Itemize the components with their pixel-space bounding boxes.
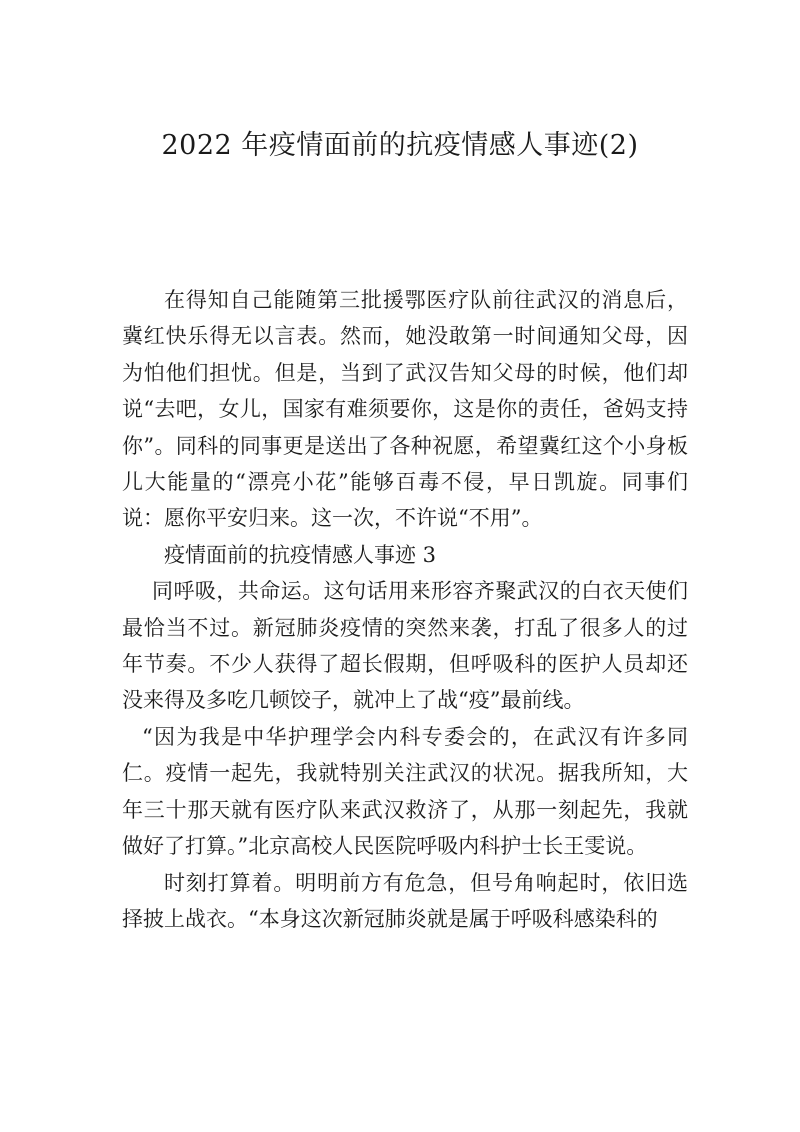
document-body — [122, 282, 688, 937]
section-heading: 疫情面前的抗疫情感人事迹 3 — [164, 542, 437, 567]
document-title: 2022 年疫情面前的抗疫情感人事迹(2) — [161, 130, 639, 161]
paragraph-2: 同呼吸，共命运。这句话用来形容齐聚武汉的白衣天使们最恰当不过。新冠肺炎疫情的突然来袭，打乱了很多人的过年节奏。不少人获得了超长假期，但呼吸科的医护人员却还没来得及多吃几顿饺子，就冲上了战“疫”最前线。 — [122, 579, 688, 713]
paragraph-3: “因为我是中华护理学会内科专委会的，在武汉有许多同仁。疫情一起先，我就特别关注武汉的状况。据我所知，大年三十那天就有医疗队来武汉救济了，从那一刻起先，我就做好了打算。”北京高校人民医院呼吸内科护士长王雯说。 — [122, 724, 688, 859]
paragraph-1: 在得知自己能随第三批援鄂医疗队前往武汉的消息后，冀红快乐得无以言表。然而，她没敢第一时间通知父母，因为怕他们担忧。但是，当到了武汉告知父母的时候，他们却说“去吧，女儿，国家有难须要你，这是你的责任，爸妈支持你”。同科的同事更是送出了各种祝愿，希望冀红这个小身板儿大能量的“漂亮小花”能够百毒不侵，早日凯旋。同事们说：愿你平安归来。这一次，不许说“不用”。 — [122, 288, 688, 531]
paragraph-4: 时刻打算着。明明前方有危急，但号角响起时，依旧选择披上战衣。“本身这次新冠肺炎就是属于呼吸科感染科的 — [122, 870, 688, 931]
